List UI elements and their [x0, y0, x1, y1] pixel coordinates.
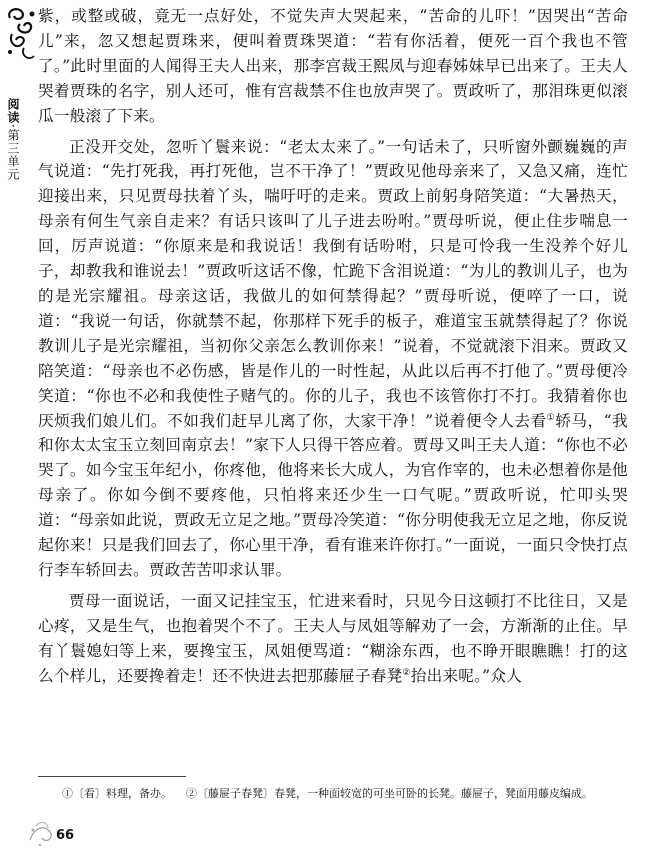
paragraph-3-text-a: 贾母一面说话，一面又记挂宝玉，忙进来看时，只见今日这顿打不比往日，又是心疼，又是生气，也抱着哭个不了。王夫人与凤姐等解劝了一会，方渐渐的止住。早有丫鬟媳妇等上来，要搀宝玉，凤姐便骂道：“糊涂东西，也不睁开眼瞧瞧！打的这么个样儿，还要搀着走！还不快进去把那藤屉子春凳 [38, 591, 628, 685]
paragraph-2-text-a: 正没开交处，忽听丫鬟来说：“老太太来了。”一句话未了，只听窗外颤巍巍的声气说道：“先打死我，再打死他，岂不干净了！”贾政见他母亲来了，又急又痛，连忙迎接出来，只见贾母扶着丫头，喘吁吁的走来。贾政上前躬身陪笑道：“大暑热天，母亲有何生气亲自走来？有话只该叫了儿子进去吩咐。”贾母听说，便止住步喘息一回，厉声说道：“你原来是和我说话！我倒有话吩咐，只是可怜我一生没养个好儿子，却教我和谁说去！”贾政听这话不像，忙跪下含泪说道：“为儿的教训儿子，也为的是光宗耀祖。母亲这话，我做儿的如何禁得起？”贾母听说，便啐了一口，说道：“我说一句话，你就禁不起，你那样下死手的板子，难道宝玉就禁得起了？你说教训儿子是光宗耀祖，当初你父亲怎么教训你来！”说着，不觉就滚下泪来。贾政又陪笑道：“母亲也不必伤感，皆是作儿的一时性起，从此以后再不打他了。”贾母便冷笑道：“你也不必和我使性子赌气的。你的儿子，我也不该管你打不打。我猜着你也厌烦我们娘儿们。不如我们赶早儿离了你，大家干净！”说着便令人去看 [38, 137, 628, 430]
page-number: 66 [56, 828, 75, 843]
decorative-ornament-icon [4, 4, 40, 66]
paragraph-1-text: 紫，或整或破，竟无一点好处，不觉失声大哭起来，“苦命的儿吓！”因哭出“苦命儿”来，忽又想起贾珠来，便叫着贾珠哭道：“若有你活着，便死一百个我也不管了。”此时里面的人闻得王夫人出来，那李宫裁王熙凤与迎春姊妹早已出来了。王夫人哭着贾珠的名字，别人还可，惟有宫裁禁不住也放声哭了。贾政听了，那泪珠更似滚瓜一般滚了下来。 [38, 7, 628, 125]
footnotes [62, 786, 622, 802]
paragraph-3 [38, 589, 628, 689]
footnote-2: ②〔藤屉子春凳〕春凳，一种面较宽的可坐可卧的长凳。藤屉子，凳面用藤皮编成。 [186, 787, 593, 800]
paragraph-2 [38, 135, 628, 583]
section-label: 阅读 [6, 98, 20, 124]
section-dot: · [6, 124, 20, 129]
paragraph-3-text-b: 抬出来呢。”众人 [410, 666, 523, 685]
footnote-marker-1: ① [546, 412, 556, 423]
paragraph-1 [38, 4, 628, 129]
section-side-label [6, 98, 22, 181]
unit-label: 第三单元 [6, 128, 20, 181]
footnote-marker-2: ② [402, 667, 411, 678]
footnote-divider [38, 776, 186, 777]
paragraph-2-text-b: 轿马，“我和你太太宝玉立刻回南京去！”家下人只得干答应着。贾母又叫王夫人道：“你也不必哭了。如今宝玉年纪小，你疼他，他将来长大成人，为官作宰的，也未必想着你是他母亲了。你如今倒不要疼他，只怕将来还少生一口气呢。”贾政听说，忙叩头哭道：“母亲如此说，贾政无立足之地。”贾母冷笑道：“你分明使我无立足之地，你反说起你来！只是我们回去了，你心里干净，看有谁来许你打。”一面说，一面只令快打点行李车轿回去。贾政苦苦叩求认罪。 [38, 411, 628, 579]
footnote-1: ①〔看〕料理，备办。 [62, 787, 172, 800]
body-text [38, 4, 628, 688]
